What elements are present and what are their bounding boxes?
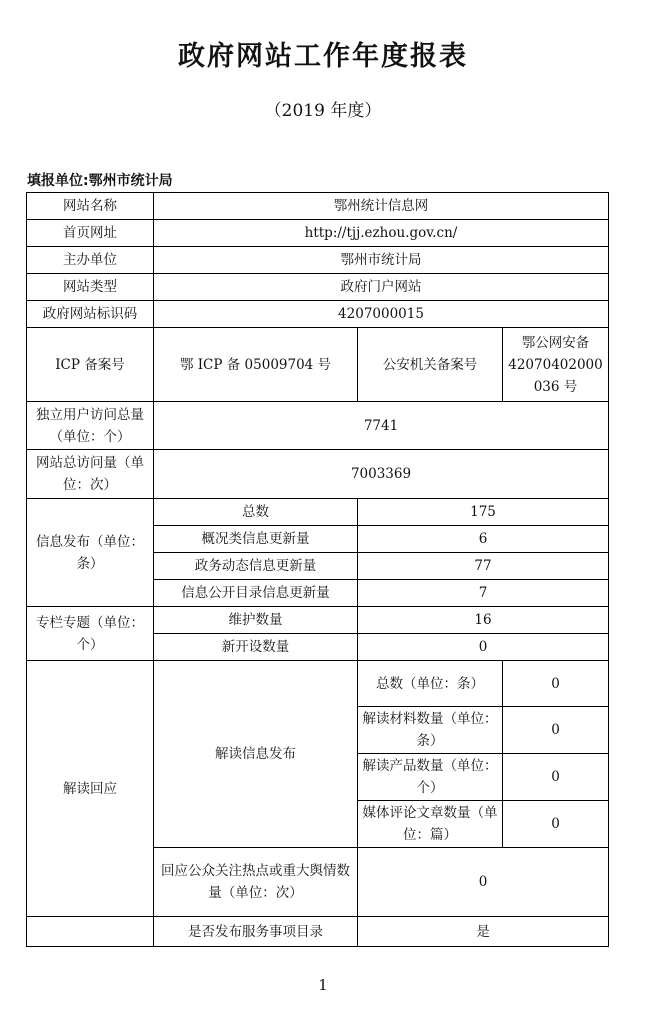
info-news-value: 77 bbox=[358, 553, 609, 580]
topic-maintain-value: 16 bbox=[358, 607, 609, 634]
organizer-value: 鄂州市统计局 bbox=[154, 247, 609, 274]
table-row bbox=[27, 917, 609, 947]
table-row bbox=[27, 328, 609, 402]
interpretation-product-label: 解读产品数量（单位：个） bbox=[358, 754, 503, 801]
site-name-label: 网站名称 bbox=[27, 193, 154, 220]
unique-visitors-label: 独立用户访问总量（单位：个） bbox=[27, 402, 154, 450]
table-row bbox=[27, 661, 609, 707]
interpretation-release-label: 解读信息发布 bbox=[154, 661, 358, 848]
table-row bbox=[27, 499, 609, 526]
info-overview-label: 概况类信息更新量 bbox=[154, 526, 358, 553]
total-visits-value: 7003369 bbox=[154, 450, 609, 499]
media-review-label: 媒体评论文章数量（单位：篇） bbox=[358, 801, 503, 848]
organizer-label: 主办单位 bbox=[27, 247, 154, 274]
table-row bbox=[27, 274, 609, 301]
site-id-label: 政府网站标识码 bbox=[27, 301, 154, 328]
site-type-value: 政府门户网站 bbox=[154, 274, 609, 301]
topic-label: 专栏专题（单位：个） bbox=[27, 607, 154, 661]
table-row bbox=[27, 301, 609, 328]
info-total-value: 175 bbox=[358, 499, 609, 526]
interpretation-material-value: 0 bbox=[503, 707, 609, 754]
reporting-unit: 填报单位:鄂州市统计局 bbox=[27, 173, 173, 189]
site-id-value: 4207000015 bbox=[154, 301, 609, 328]
interpretation-product-value: 0 bbox=[503, 754, 609, 801]
total-visits-label: 网站总访问量（单位：次） bbox=[27, 450, 154, 499]
interpretation-total-label: 总数（单位：条） bbox=[358, 661, 503, 707]
empty-cell bbox=[27, 917, 154, 947]
police-record-value: 鄂公网安备 42070402000 036 号 bbox=[503, 328, 609, 402]
info-open-label: 信息公开目录信息更新量 bbox=[154, 580, 358, 607]
icp-value: 鄂 ICP 备 05009704 号 bbox=[154, 328, 358, 402]
interpretation-total-value: 0 bbox=[503, 661, 609, 707]
page-number: 1 bbox=[318, 976, 328, 994]
table-row bbox=[27, 193, 609, 220]
interpretation-material-label: 解读材料数量（单位：条） bbox=[358, 707, 503, 754]
info-news-label: 政务动态信息更新量 bbox=[154, 553, 358, 580]
homepage-value: http://tjj.ezhou.gov.cn/ bbox=[154, 220, 609, 247]
report-year: （2019 年度） bbox=[264, 101, 382, 121]
service-catalog-label: 是否发布服务事项目录 bbox=[154, 917, 358, 947]
topic-new-label: 新开设数量 bbox=[154, 634, 358, 661]
media-review-value: 0 bbox=[503, 801, 609, 848]
table-row bbox=[27, 402, 609, 450]
unique-visitors-value: 7741 bbox=[154, 402, 609, 450]
info-release-label: 信息发布（单位：条） bbox=[27, 499, 154, 607]
table-row bbox=[27, 220, 609, 247]
table-row bbox=[27, 450, 609, 499]
table-row bbox=[27, 247, 609, 274]
interpretation-label: 解读回应 bbox=[27, 661, 154, 917]
site-name-value: 鄂州统计信息网 bbox=[154, 193, 609, 220]
topic-new-value: 0 bbox=[358, 634, 609, 661]
homepage-label: 首页网址 bbox=[27, 220, 154, 247]
service-catalog-value: 是 bbox=[358, 917, 609, 947]
topic-maintain-label: 维护数量 bbox=[154, 607, 358, 634]
site-type-label: 网站类型 bbox=[27, 274, 154, 301]
report-table bbox=[26, 192, 609, 947]
info-total-label: 总数 bbox=[154, 499, 358, 526]
police-record-label: 公安机关备案号 bbox=[358, 328, 503, 402]
info-open-value: 7 bbox=[358, 580, 609, 607]
info-overview-value: 6 bbox=[358, 526, 609, 553]
report-title: 政府网站工作年度报表 bbox=[178, 41, 468, 72]
table-row bbox=[27, 607, 609, 634]
public-response-label: 回应公众关注热点或重大舆情数量（单位：次） bbox=[154, 848, 358, 917]
public-response-value: 0 bbox=[358, 848, 609, 917]
icp-label: ICP 备案号 bbox=[27, 328, 154, 402]
